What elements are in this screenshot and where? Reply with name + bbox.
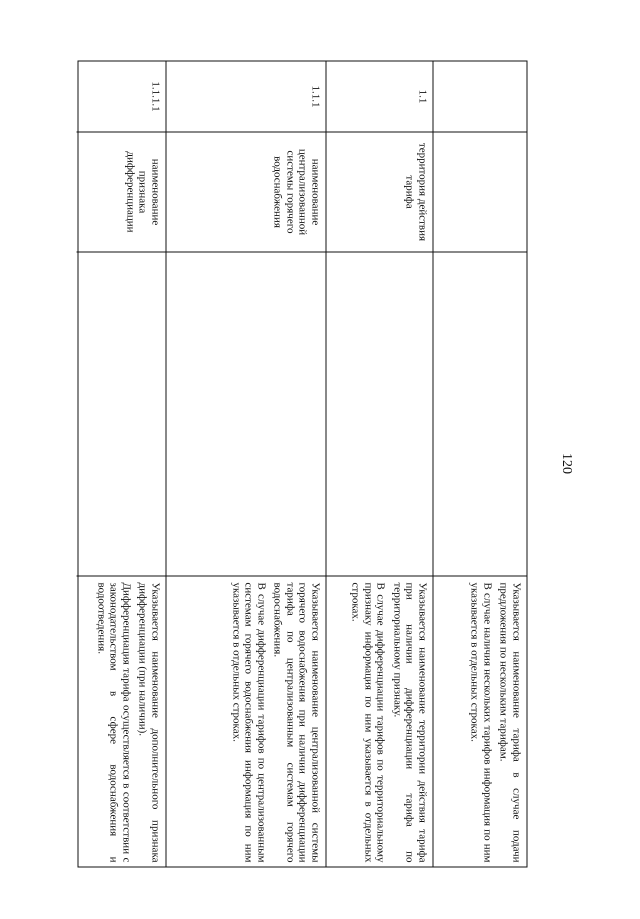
description-text: Указывается наименование тарифа в случае подачи предложения по нескольким тарифам.	[497, 582, 522, 862]
description-text: Указывается наименование территории действия тарифа при наличии дифференциации тарифа по территориальному признаку.	[391, 582, 428, 862]
table-row	[166, 61, 326, 866]
value-cell	[433, 251, 526, 575]
value-cell	[166, 251, 325, 575]
value-cell	[76, 251, 165, 575]
table-row	[433, 61, 526, 866]
parameter-name-cell: наименование централизованной системы горячего водоснабжения	[166, 131, 325, 251]
description-cell	[76, 575, 165, 868]
row-number-cell: 1.1	[416, 89, 428, 103]
row-number-cell: 1.1.1.1	[149, 80, 161, 112]
description-text: Указывается наименование дополнительного признака дифференциации (при наличии).	[136, 582, 161, 862]
parameter-name-cell: территория действия тарифа	[326, 131, 432, 251]
table-row	[76, 61, 166, 866]
description-text: Дифференциация тарифа осуществляется в соответствии с законодательством в сфере водоснабжения и водоотведения.	[95, 582, 132, 862]
description-text: Указывается наименование централизованной системы горячего водоснабжения при наличии дифференциации тарифа по централизованным системам горячего водоснабжения.	[271, 582, 321, 862]
tariff-table	[77, 60, 527, 867]
description-cell	[326, 575, 432, 868]
description-cell	[433, 575, 526, 868]
parameter-name-cell: наименование признака дифференциации	[76, 131, 165, 251]
row-number-cell	[433, 61, 526, 131]
value-cell	[326, 251, 432, 575]
row-number-cell: 1.1.1	[309, 85, 321, 107]
description-text: В случае дифференциации тарифов по территориальному признаку информация по ним указывается в отдельных строках.	[349, 582, 387, 862]
description-cell	[166, 575, 325, 868]
tariff-table-wrapper	[77, 60, 527, 867]
description-text: В случае дифференциации тарифов по централизованным системам горячего водоснабжения информация по ним указывается в отдельных строках.	[230, 582, 267, 862]
description-text: В случае наличия нескольких тарифов информация по ним указывается в отдельных строках.	[468, 582, 493, 862]
table-row	[326, 61, 433, 866]
parameter-name-cell	[433, 131, 526, 251]
page-number: 120	[559, 453, 574, 474]
